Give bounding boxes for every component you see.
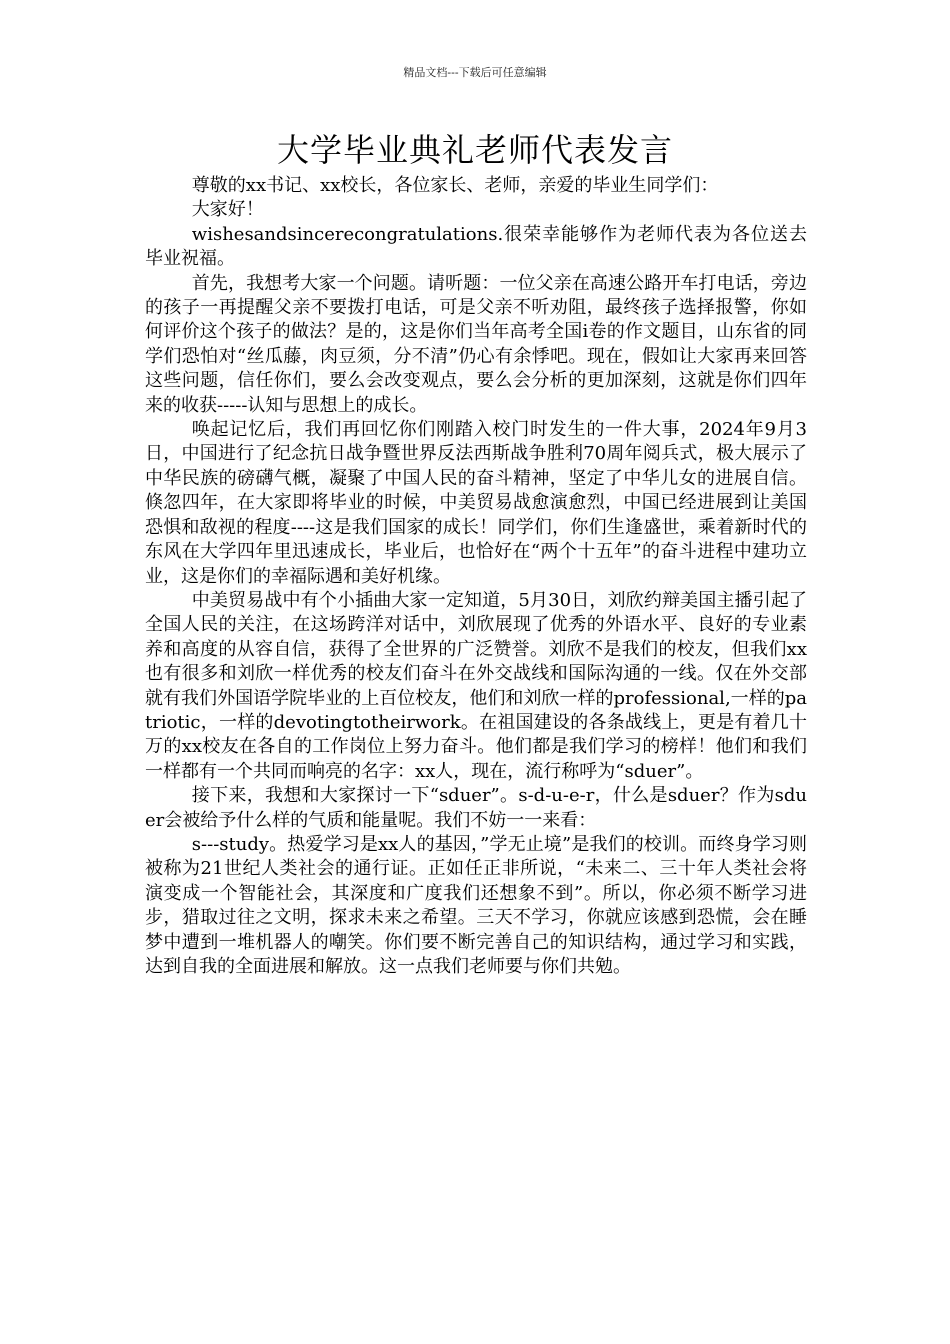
- document-title: 大学毕业典礼老师代表发言: [276, 131, 673, 169]
- body-paragraph: 接下来，我想和大家探讨一下“sduer”。s-d-u-e-r，什么是sduer？作为sduer会被给予什么样的气质和能量呢。我们不妨一一来看：: [145, 785, 807, 831]
- page-header-note: 精品文档---下载后可任意编辑: [403, 66, 547, 79]
- body-paragraph: s---study。热爱学习是xx人的基因，”学无止境”是我们的校训。而终身学习则被称为21世纪人类社会的通行证。正如任正非所说，“未来二、三十年人类社会将演变成一个智能社会，其深度和广度我们还想象不到”。所以，你必须不断学习进步，猎取过往之文明，探求未来之希望。三天不学习，你就应该感到恐慌，会在睡梦中遭到一堆机器人的嘲笑。你们要不断完善自己的知识结构，通过学习和实践，达到自我的全面进展和解放。这一点我们老师要与你们共勉。: [145, 833, 807, 977]
- body-paragraph: 唤起记忆后，我们再回忆你们刚踏入校门时发生的一件大事，2024年9月3日，中国进行了纪念抗日战争暨世界反法西斯战争胜利70周年阅兵式，极大展示了中华民族的磅礴气概，凝聚了中国人民的奋斗精神，坚定了中华儿女的进展自信。倏忽四年，在大家即将毕业的时候，中美贸易战愈演愈烈，中国已经进展到让美国恐惧和敌视的程度----这是我们国家的成长！同学们，你们生逢盛世，乘着新时代的东风在大学四年里迅速成长，毕业后，也恰好在“两个十五年”的奋斗进程中建功立业，这是你们的幸福际遇和美好机缘。: [145, 419, 807, 587]
- document-body: [145, 174, 807, 979]
- salutation-paragraph: 尊敬的xx书记、xx校长，各位家长、老师，亲爱的毕业生同学们：: [191, 175, 719, 196]
- body-paragraph: wishesandsincerecongratulations.很荣幸能够作为老师代表为各位送去毕业祝福。: [145, 223, 807, 270]
- greeting-paragraph: 大家好！: [191, 199, 264, 221]
- body-paragraph: 首先，我想考大家一个问题。请听题：一位父亲在高速公路开车打电话，旁边的孩子一再提醒父亲不要拨打电话，可是父亲不听劝阻，最终孩子选择报警，你如何评价这个孩子的做法？是的，这是你们当年高考全国ⅰ卷的作文题目，山东省的同学们恐怕对“丝瓜藤，肉豆须，分不清”仍心有余悸吧。现在，假如让大家再来回答这些问题，信任你们，要么会改变观点，要么会分析的更加深刻，这就是你们四年来的收获-----认知与思想上的成长。: [145, 272, 807, 416]
- body-paragraph: 中美贸易战中有个小插曲大家一定知道，5月30日，刘欣约辩美国主播引起了全国人民的关注，在这场跨洋对话中，刘欣展现了优秀的外语水平、良好的专业素养和高度的从容自信，获得了全世界的广泛赞誉。刘欣不是我们的校友，但我们xx也有很多和刘欣一样优秀的校友们奋斗在外交战线和国际沟通的一线。仅在外交部就有我们外国语学院毕业的上百位校友，他们和刘欣一样的professional,一样的patriotic，一样的devotingtotheirwork。在祖国建设的各条战线上，更是有着几十万的xx校友在各自的工作岗位上努力奋斗。他们都是我们学习的榜样！他们和我们一样都有一个共同而响亮的名字：xx人，现在，流行称呼为“sduer”。: [145, 589, 807, 782]
